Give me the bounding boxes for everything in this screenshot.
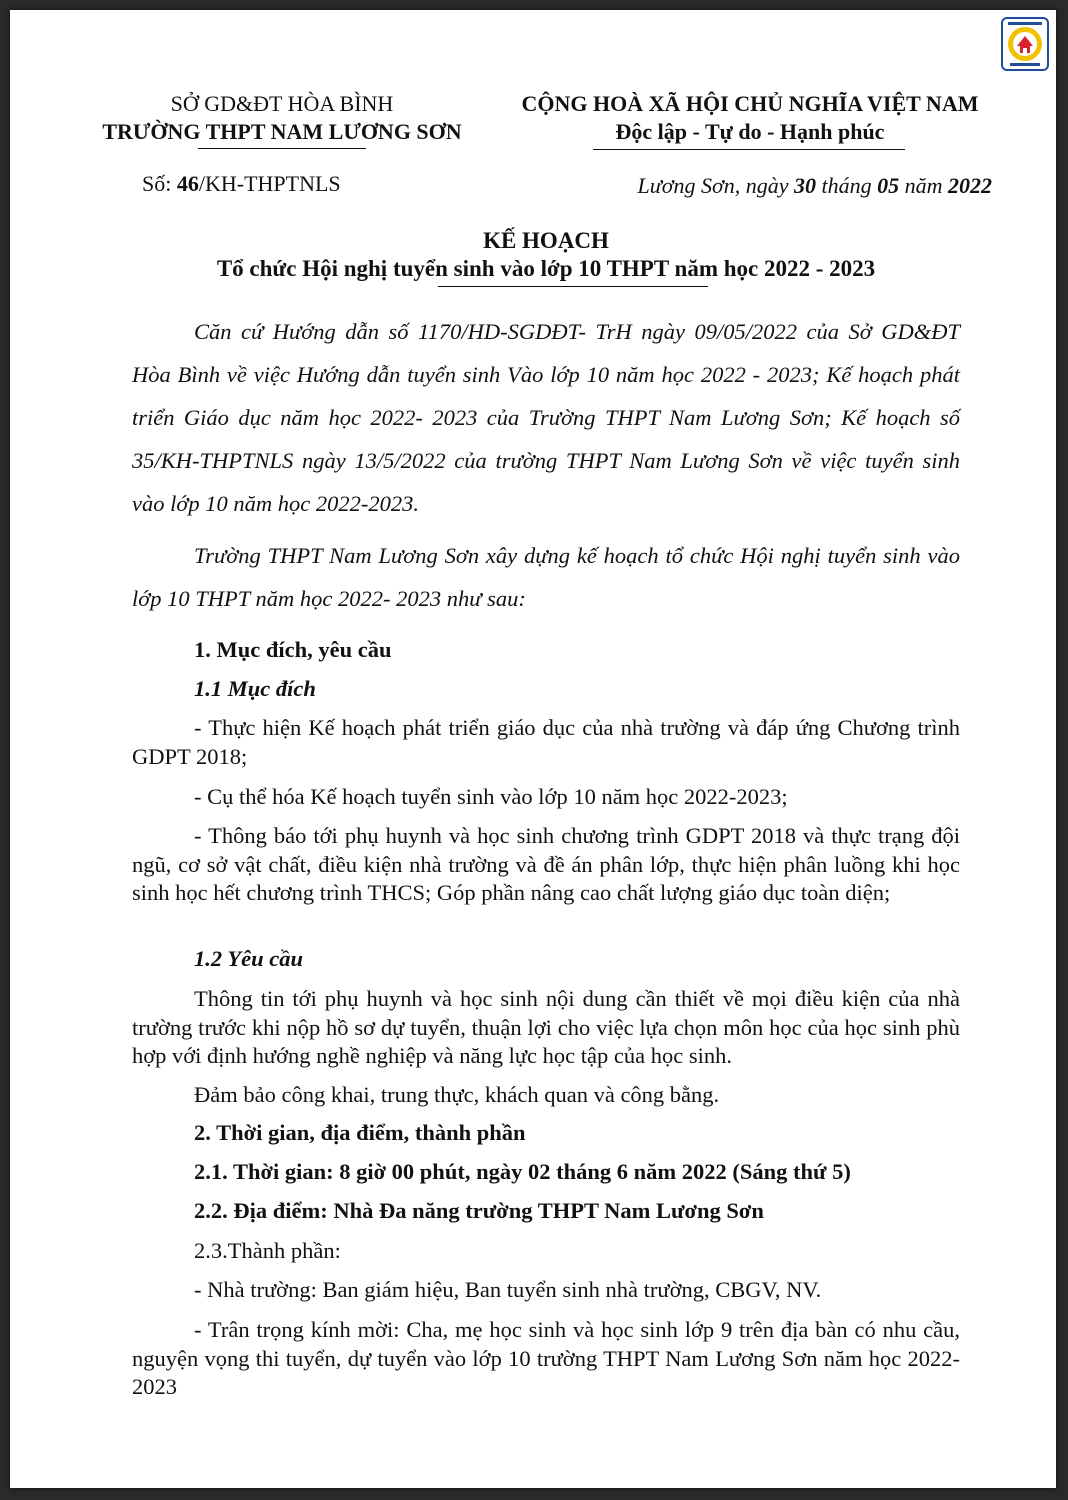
section-2-2-location: 2.2. Địa điểm: Nhà Đa năng trường THPT Nam Lương Sơn [194,1198,764,1223]
national-motto: Độc lập - Tự do - Hạnh phúc [615,119,885,144]
document-subtitle: Tổ chức Hội nghị tuyển sinh vào lớp 10 THPT năm học 2022 - 2023 [216,256,876,281]
school-name-underline [198,148,366,149]
section-2-3-participants: 2.3.Thành phần: [194,1238,341,1263]
year-label: năm [899,173,948,198]
school-logo [1000,16,1050,72]
date-day: 30 [793,173,816,198]
requirement-1: Thông tin tới phụ huynh và học sinh nội dung cần thiết về mọi điều kiện của nhà trường trước khi nộp hồ sơ dự tuyển, thuận lợi cho việc lựa chọn môn học của học sinh phù hợp với định hướng nghề nghiệp và năng lực học tập của học sinh. [132,986,960,1068]
document-page [10,10,1056,1488]
country-name: CỘNG HOÀ XÃ HỘI CHỦ NGHĨA VIỆT NAM [521,91,979,116]
purpose-item-3: - Thông báo tới phụ huynh và học sinh chương trình GDPT 2018 và thực trạng đội ngũ, cơ sở vật chất, điều kiện nhà trường và đề án phân lớp, thực hiện phân luồng khi học sinh học hết chương trình THCS; Góp phần nâng cao chất lượng giáo dục toàn diện; [132,823,960,905]
requirement-2: Đảm bảo công khai, trung thực, khách quan và công bằng. [194,1082,720,1107]
section-2-1-time: 2.1. Thời gian: 8 giờ 00 phút, ngày 02 tháng 6 năm 2022 (Sáng thứ 5) [194,1159,851,1184]
school-name: TRƯỜNG THPT NAM LƯƠNG SƠN [102,119,462,144]
participant-item-1: - Nhà trường: Ban giám hiệu, Ban tuyển sinh nhà trường, CBGV, NV. [194,1277,822,1302]
doc-number-value: 46 [176,171,199,196]
purpose-item-1: - Thực hiện Kế hoạch phát triển giáo dục của nhà trường và đáp ứng Chương trình GDPT 2018; [132,715,960,769]
school-seal-icon [1000,16,1050,72]
department-name: SỞ GD&ĐT HÒA BÌNH [170,91,394,116]
place-date [540,172,992,200]
section-1-2-heading: 1.2 Yêu cầu [194,946,303,971]
month-label: tháng [815,173,878,198]
date-year: 2022 [948,173,992,198]
subtitle-underline [438,286,708,287]
basis-paragraph: Căn cứ Hướng dẫn số 1170/HD-SGDĐT- TrH ngày 09/05/2022 của Sở GD&ĐT Hòa Bình về việc Hướng dẫn tuyển sinh Vào lớp 10 năm học 2022 - 2023; Kế hoạch phát triển Giáo dục năm học 2022- 2023 của Trường THPT Nam Lương Sơn; Kế hoạch số 35/KH-THPTNLS ngày 13/5/2022 của trường THPT Nam Lương Sơn về việc tuyển sinh vào lớp 10 năm học 2022-2023. [132,319,960,516]
section-1-heading: 1. Mục đích, yêu cầu [194,637,392,662]
intro-paragraph: Trường THPT Nam Lương Sơn xây dựng kế hoạch tổ chức Hội nghị tuyển sinh vào lớp 10 THPT năm học 2022- 2023 như sau: [132,543,960,611]
section-1-1-heading: 1.1 Mục đích [194,676,316,701]
motto-underline [593,149,905,150]
purpose-item-2: - Cụ thể hóa Kế hoạch tuyển sinh vào lớp 10 năm học 2022-2023; [194,784,788,809]
date-month: 05 [877,173,900,198]
place-prefix: Lương Sơn, ngày [637,173,794,198]
doc-number-prefix: Số: [142,171,177,196]
document-number [142,170,341,198]
section-2-heading: 2. Thời gian, địa điểm, thành phần [194,1120,526,1145]
document-title: KẾ HOẠCH [483,228,609,253]
doc-number-code: /KH-THPTNLS [198,171,341,196]
participant-item-2: - Trân trọng kính mời: Cha, mẹ học sinh và học sinh lớp 9 trên địa bàn có nhu cầu, nguyện vọng thi tuyển, dự tuyển vào lớp 10 trường THPT Nam Lương Sơn năm học 2022-2023 [132,1317,960,1399]
